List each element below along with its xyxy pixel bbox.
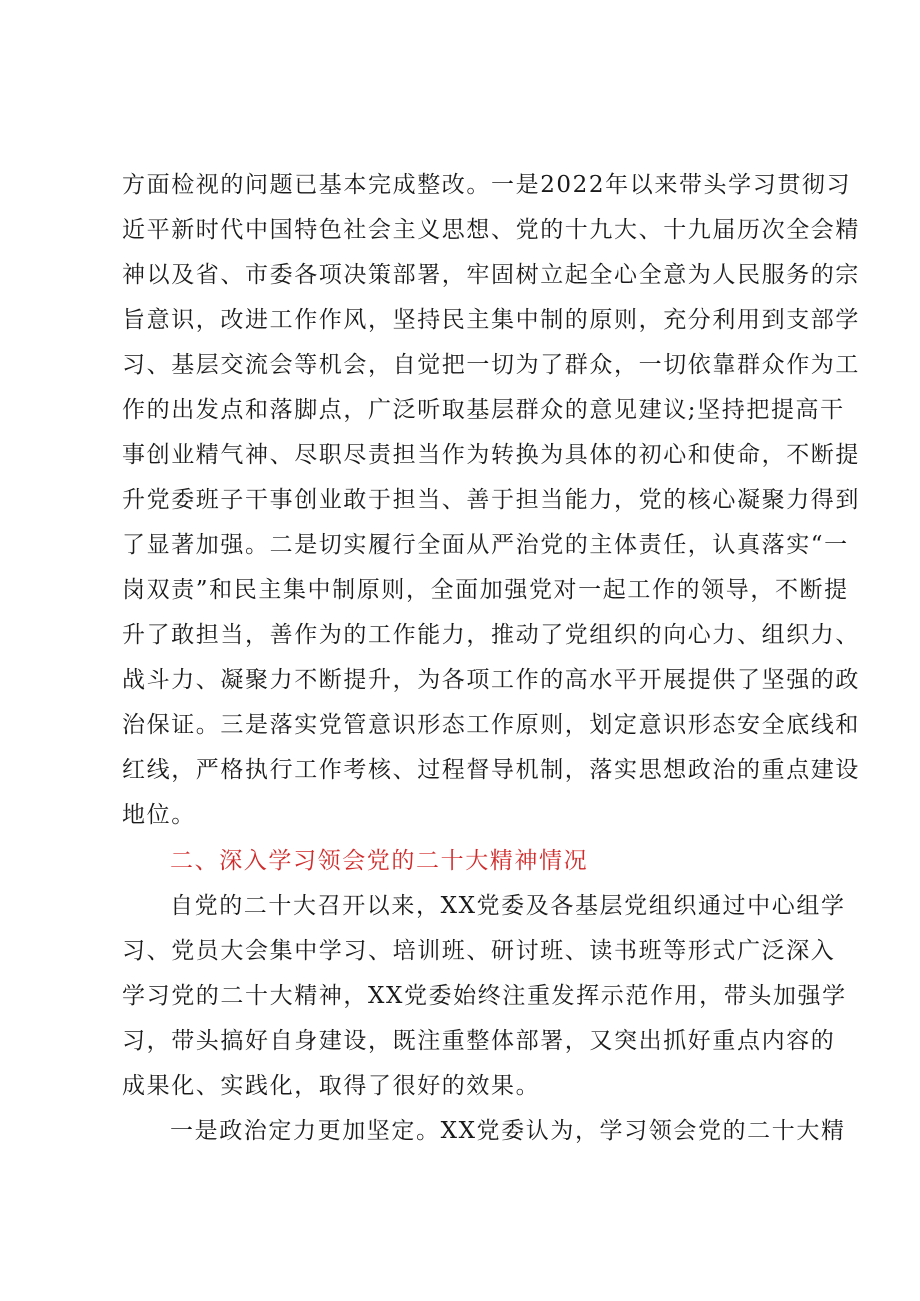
- paragraph-line: 一是政治定力更加坚定。XX党委认为，学习领会党的二十大精: [170, 1118, 846, 1144]
- paragraph-line: 岗双责”和民主集中制原则，全面加强党对一起工作的领导，不断提: [122, 577, 849, 603]
- paragraph-line: 事创业精气神、尽职尽责担当作为转换为具体的初心和使命，不断提: [122, 442, 860, 468]
- paragraph-line: 近平新时代中国特色社会主义思想、党的十九大、十九届历次全会精: [122, 217, 860, 243]
- paragraph-line: 治保证。三是落实党管意识形态工作原则，划定意识形态安全底线和: [122, 712, 860, 738]
- paragraph-line: 成果化、实践化，取得了很好的效果。: [122, 1073, 541, 1099]
- paragraph-line: 升党委班子干事创业敢于担当、善于担当能力，党的核心凝聚力得到: [122, 487, 860, 513]
- paragraph-line: 了显著加强。二是切实履行全面从严治党的主体责任，认真落实“一: [122, 532, 849, 558]
- paragraph-line: 自党的二十大召开以来，XX党委及各基层党组织通过中心组学: [170, 893, 846, 919]
- paragraph-line: 方面检视的问题已基本完成整改。一是2022年以来带头学习贯彻习: [122, 172, 852, 198]
- paragraph-line: 地位。: [122, 802, 196, 828]
- paragraph-line: 习、党员大会集中学习、培训班、研讨班、读书班等形式广泛深入: [122, 938, 836, 964]
- paragraph-line: 升了敢担当，善作为的工作能力，推动了党组织的向心力、组织力、: [122, 622, 860, 648]
- paragraph-line: 作的出发点和落脚点，广泛听取基层群众的意见建议;坚持把提高干: [122, 397, 845, 423]
- paragraph-line: 习、基层交流会等机会，自觉把一切为了群众，一切依靠群众作为工: [122, 352, 860, 378]
- paragraph-line: 红线，严格执行工作考核、过程督导机制，落实思想政治的重点建设: [122, 757, 860, 783]
- paragraph-line: 习，带头搞好自身建设，既注重整体部署，又突出抓好重点内容的: [122, 1028, 836, 1054]
- paragraph-line: 神以及省、市委各项决策部署，牢固树立起全心全意为人民服务的宗: [122, 262, 860, 288]
- section-heading: 二、深入学习领会党的二十大精神情况: [170, 848, 589, 874]
- paragraph-line: 旨意识，改进工作作风，坚持民主集中制的原则，充分利用到支部学: [122, 307, 860, 333]
- paragraph-line: 学习党的二十大精神，XX党委始终注重发挥示范作用，带头加强学: [122, 983, 847, 1009]
- paragraph-line: 战斗力、凝聚力不断提升，为各项工作的高水平开展提供了坚强的政: [122, 667, 860, 693]
